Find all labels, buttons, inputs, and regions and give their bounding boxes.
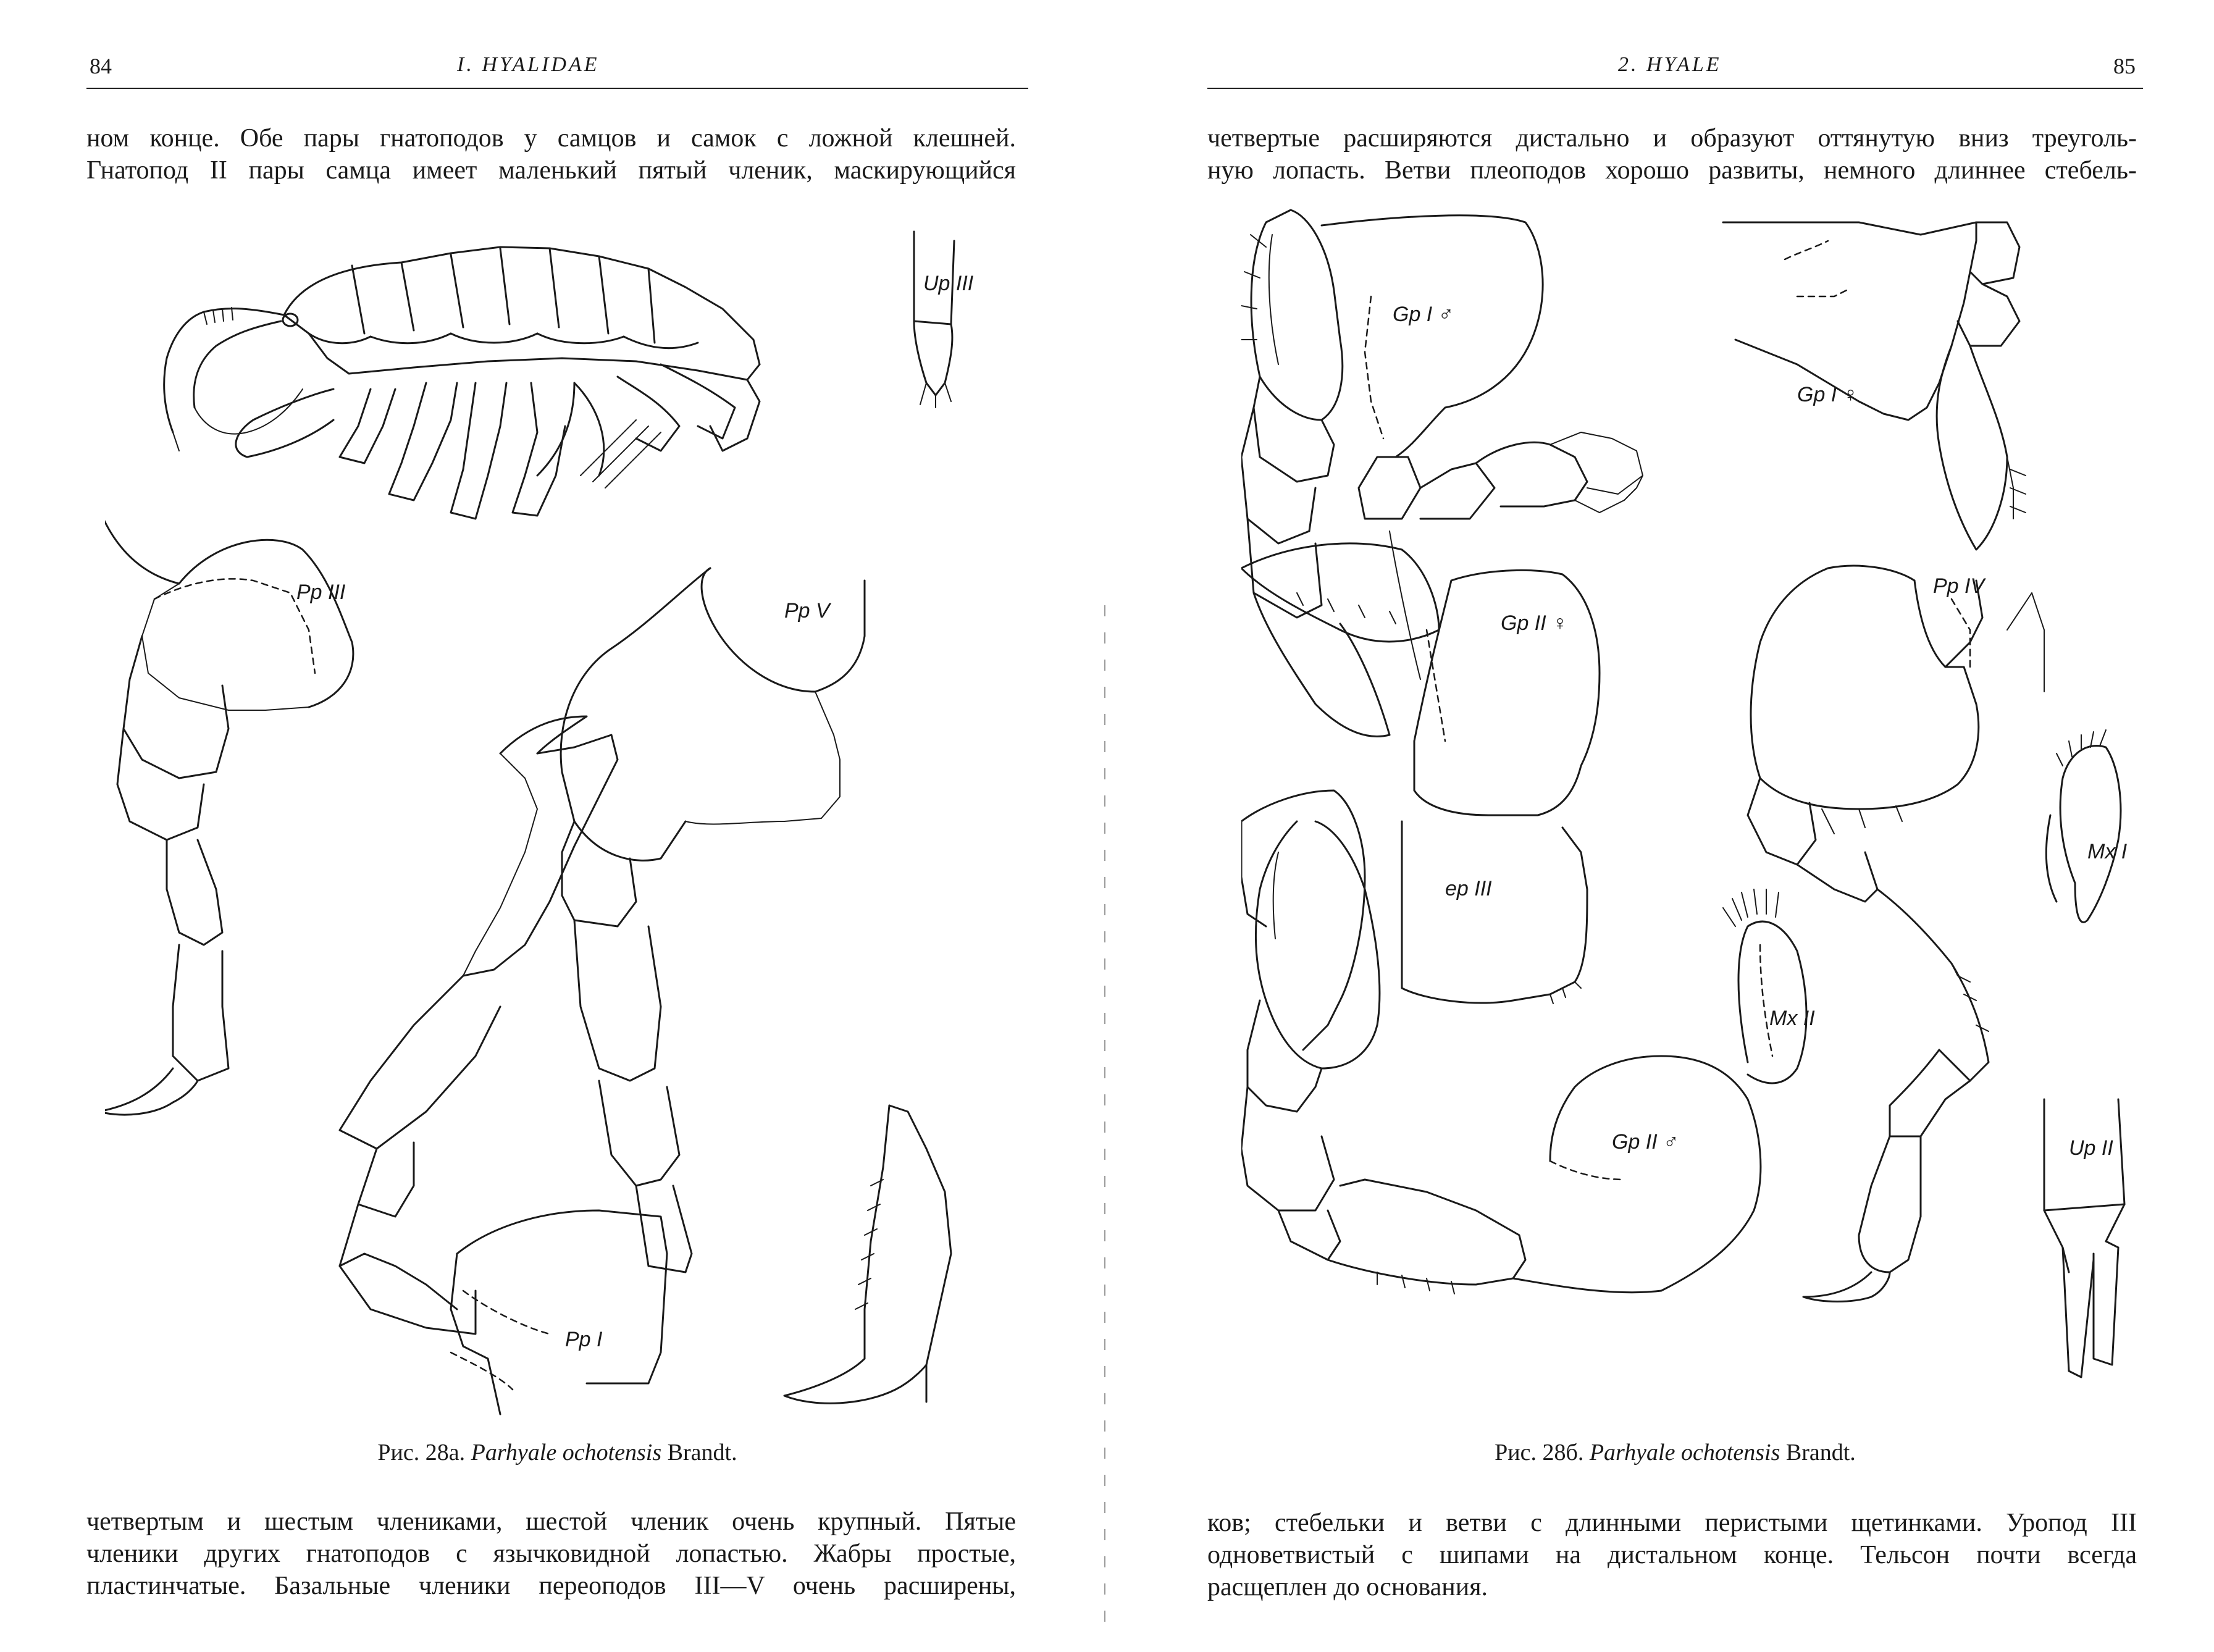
text-line: членики других гнатоподов с язычковидной лопастью. Жабры простые, bbox=[86, 1540, 1016, 1568]
figure-28a-drawing bbox=[105, 204, 1031, 1420]
page-number: 85 bbox=[2113, 54, 2136, 78]
top-paragraph bbox=[86, 122, 1016, 187]
label-gp2-male: Gp II ♂ bbox=[1612, 1130, 1679, 1154]
uropod-2-drawing bbox=[2044, 1099, 2124, 1377]
left-page bbox=[0, 0, 1105, 1652]
bottom-paragraph bbox=[86, 1506, 1016, 1602]
text-line: ную лопасть. Ветви плеоподов хорошо развиты, немного длиннее стебель- bbox=[1207, 156, 2137, 185]
maxilla-2-drawing bbox=[1723, 889, 1815, 1083]
gnathopod-claw-drawing bbox=[340, 716, 618, 1334]
right-page bbox=[1105, 0, 2214, 1652]
label-up2: Up II bbox=[2069, 1136, 2113, 1160]
label-pp1: Pp I bbox=[565, 1328, 603, 1351]
label-pp5: Pp V bbox=[784, 599, 830, 623]
uropod-3-drawing bbox=[914, 232, 974, 408]
text-line: расщеплен до основания. bbox=[1207, 1573, 1488, 1601]
label-up3: Up III bbox=[923, 272, 974, 295]
text-line: ном конце. Обе пары гнатоподов у самцов и самок с ложной клешней. bbox=[86, 124, 1016, 153]
dactyl-drawing bbox=[784, 1105, 951, 1403]
caption-author: Brandt. bbox=[667, 1440, 737, 1465]
label-mx1: Mx I bbox=[2087, 840, 2128, 863]
figure-28a bbox=[105, 204, 1031, 1420]
label-ep3: ep III bbox=[1445, 877, 1492, 900]
amphipod-whole-body bbox=[164, 247, 760, 519]
text-line: одноветвистый с шипами на дистальном конце. Тельсон почти всегда bbox=[1207, 1541, 2137, 1569]
pereopod-3-drawing bbox=[105, 516, 353, 1115]
caption-species: Parhyale ochotensis bbox=[1589, 1440, 1780, 1465]
label-mx2: Mx II bbox=[1769, 1007, 1815, 1030]
pereopod-4-drawing bbox=[1748, 566, 2044, 1301]
figure-28b bbox=[1241, 198, 2155, 1427]
caption-prefix: Рис. 28а. bbox=[377, 1440, 466, 1465]
gnathopod-1-female-drawing bbox=[1723, 222, 2026, 550]
maxilla-1-drawing bbox=[2046, 730, 2127, 922]
header-rule bbox=[1207, 88, 2143, 89]
text-line: четвертые расширяются дистально и образуют оттянутую вниз треуголь- bbox=[1207, 124, 2137, 153]
top-paragraph bbox=[1207, 122, 2137, 187]
label-gp2-female: Gp II ♀ bbox=[1501, 611, 1568, 635]
figure-caption bbox=[1207, 1439, 2143, 1466]
text-line: Гнатопод II пары самца имеет маленький пятый членик, маскирующийся bbox=[86, 156, 1016, 185]
caption-species: Parhyale ochotensis bbox=[471, 1440, 662, 1465]
text-line: ков; стебельки и ветви с длинными перистыми щетинками. Уропод III bbox=[1207, 1509, 2137, 1537]
bottom-paragraph bbox=[1207, 1507, 2137, 1603]
gnathopod-2-male-drawing bbox=[1241, 821, 1761, 1294]
epimeron-3-drawing bbox=[1241, 790, 1587, 1050]
page-number: 84 bbox=[90, 54, 112, 78]
pereopod-5-drawing bbox=[561, 568, 865, 1272]
caption-author: Brandt. bbox=[1785, 1440, 1856, 1465]
figure-28b-drawing bbox=[1241, 198, 2155, 1427]
label-pp3: Pp III bbox=[296, 581, 346, 604]
pereopod-1-drawing bbox=[340, 1210, 667, 1414]
header-rule bbox=[86, 88, 1028, 89]
text-line: четвертым и шестым члениками, шестой членик очень крупный. Пятые bbox=[86, 1507, 1016, 1536]
running-title: 2. HYALE bbox=[1618, 53, 1722, 76]
label-gp1-female: Gp I ♀ bbox=[1797, 383, 1859, 406]
running-title: I. HYALIDAE bbox=[457, 53, 600, 76]
gnathopod-1-male-drawing bbox=[1241, 210, 1643, 737]
figure-caption bbox=[86, 1439, 1028, 1466]
label-pp4: Pp IV bbox=[1933, 574, 1985, 598]
caption-prefix: Рис. 28б. bbox=[1495, 1440, 1584, 1465]
text-line: пластинчатые. Базальные членики переоподов III—V очень расширены, bbox=[86, 1572, 1016, 1600]
label-gp1-male: Gp I ♂ bbox=[1393, 303, 1454, 326]
